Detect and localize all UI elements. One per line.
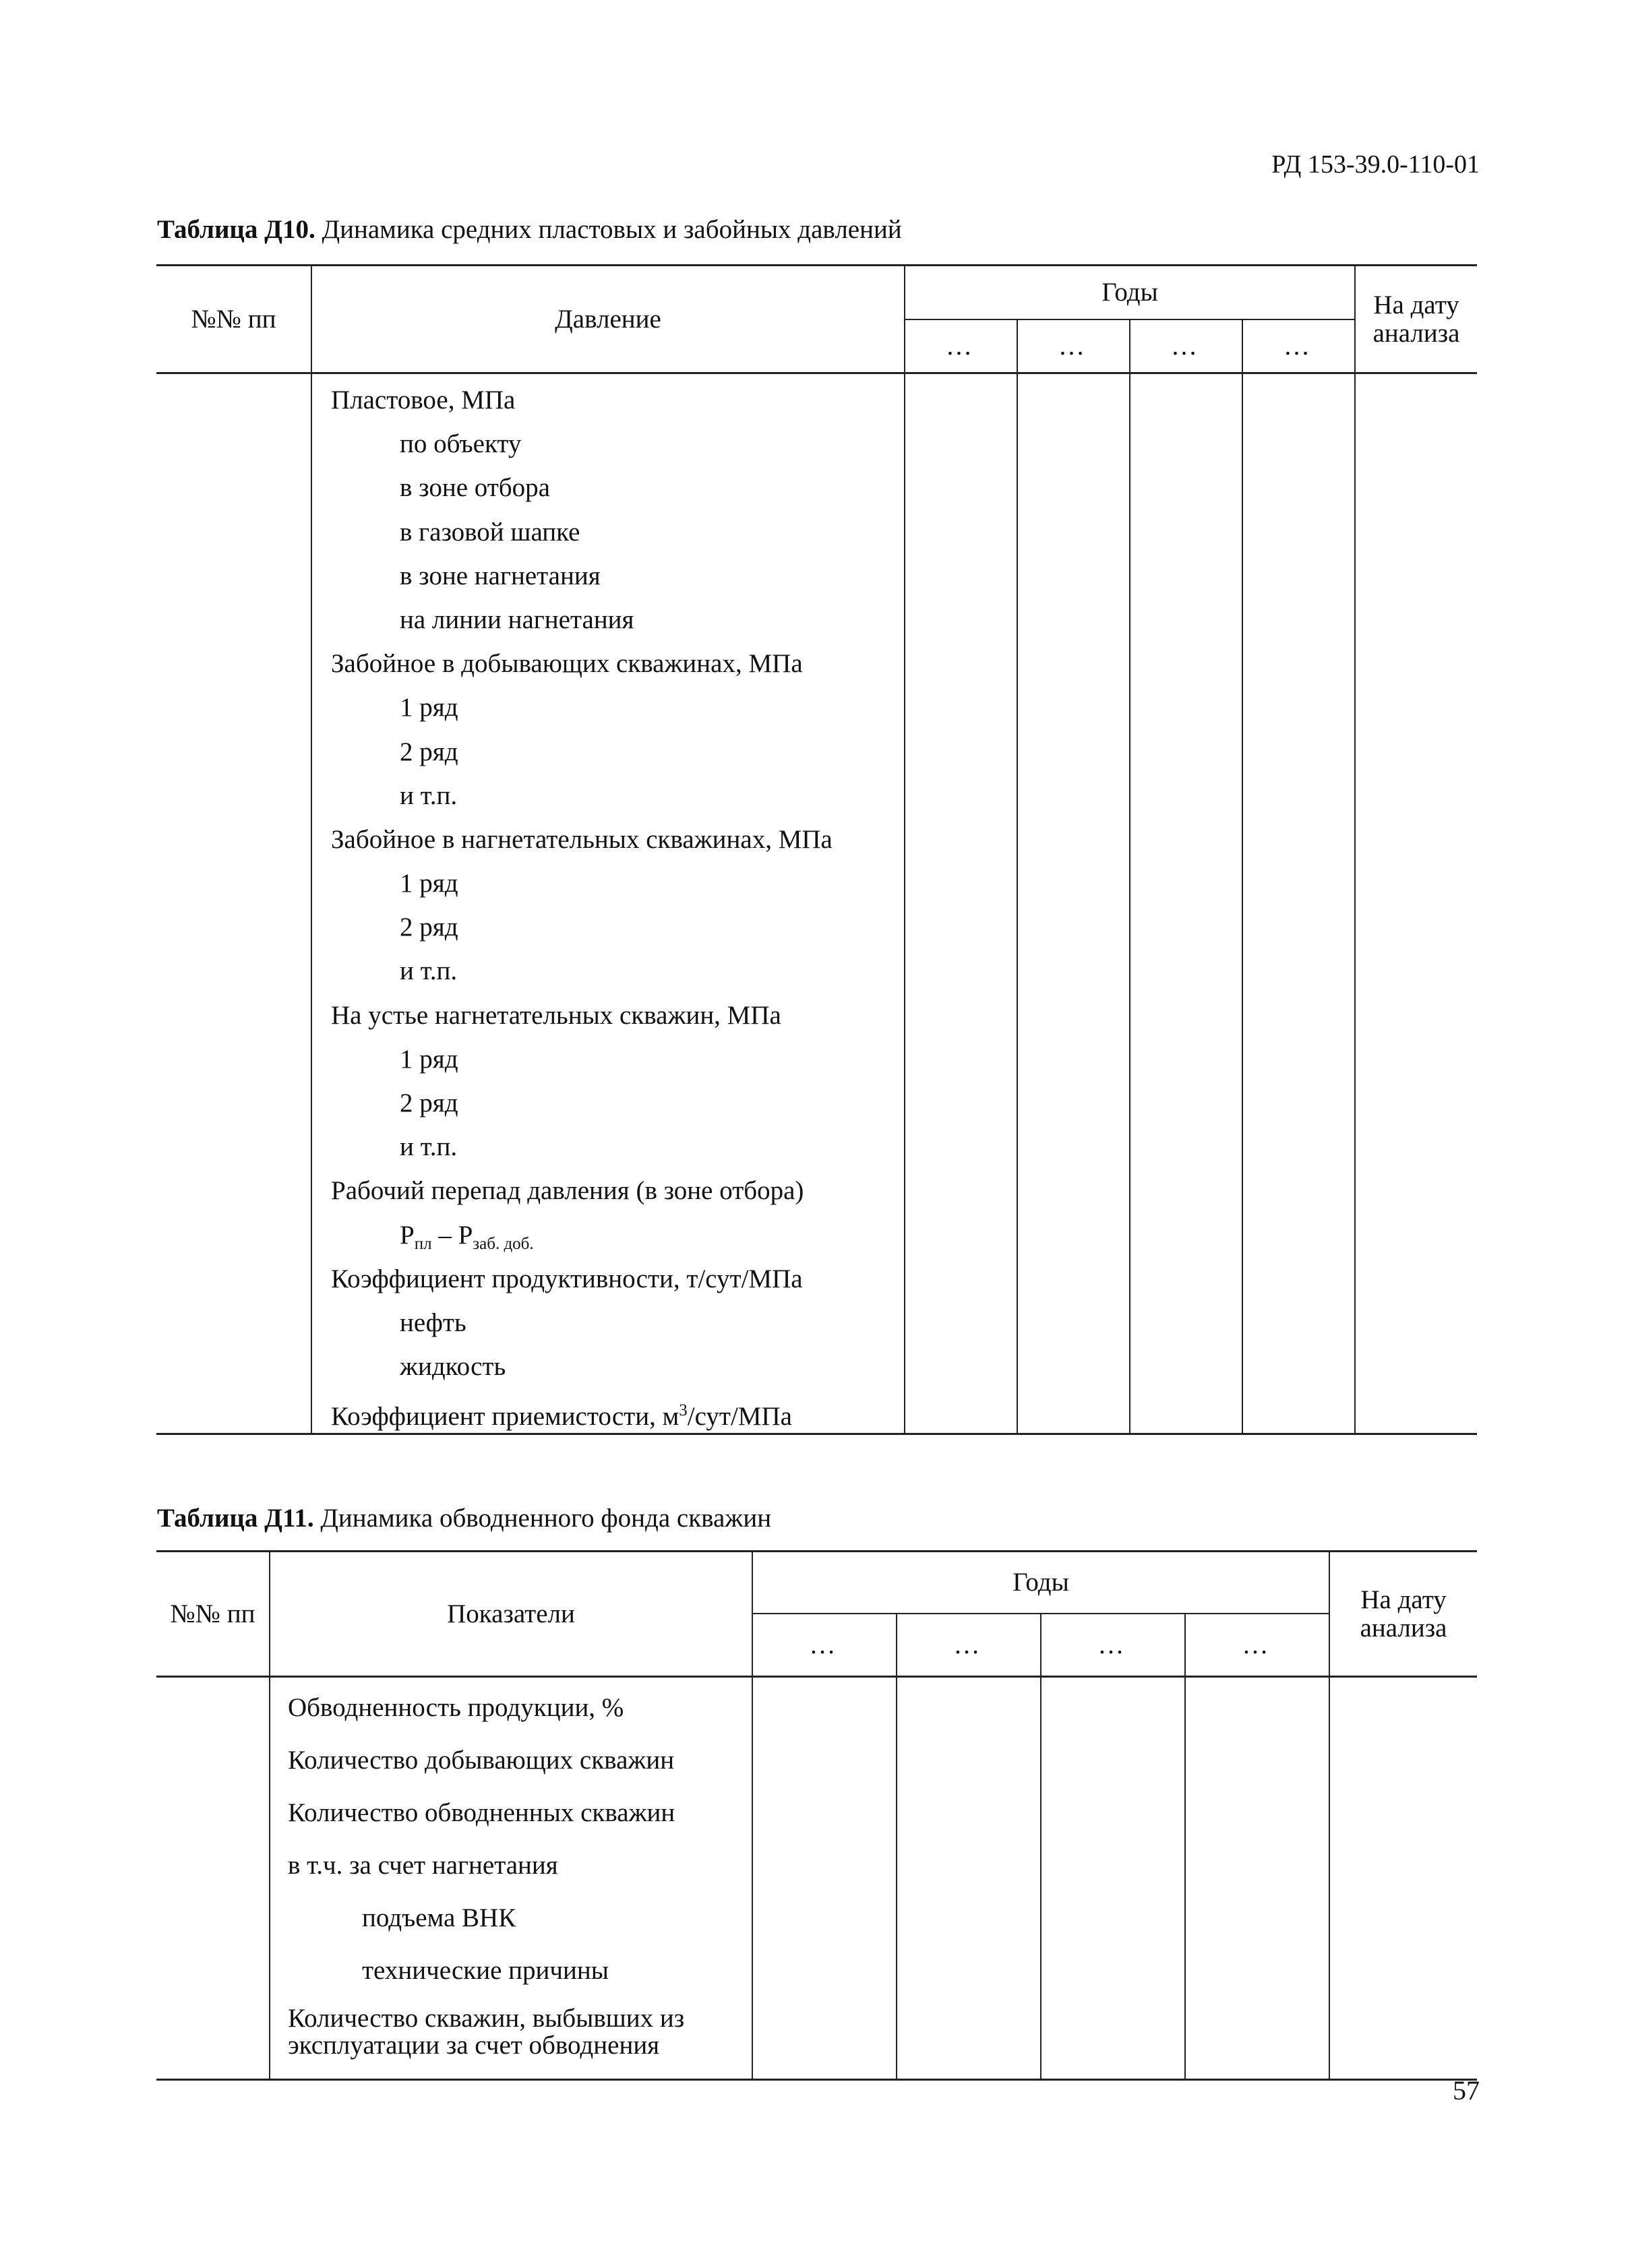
table-d11-name-cell (270, 1677, 752, 2080)
table-d11-year-4-cell (1185, 1677, 1329, 2080)
table-d11-row: технические причины (362, 1956, 609, 1985)
table-d11-row: Количество обводненных скважин (288, 1798, 675, 1827)
table-d11-header-num: №№ пп (156, 1552, 270, 1677)
table-d10-row: жидкость (400, 1352, 506, 1382)
table-d11-year-1: … (752, 1614, 897, 1677)
injectivity-sup: 3 (679, 1401, 688, 1420)
table-d11-year-3: … (1041, 1614, 1185, 1677)
table-d10-caption-text: Динамика средних пластовых и забойных давлений (315, 215, 902, 244)
table-d10-row: 1 ряд (400, 1044, 458, 1074)
formula-sub-zab: заб. доб. (473, 1234, 534, 1253)
table-d10-row: 1 ряд (400, 869, 458, 898)
table-d10-num-cell (156, 373, 311, 1434)
table-d10-year-2: … (1017, 319, 1130, 373)
table-d10-row: и т.п. (400, 1132, 458, 1162)
table-d11-row: Количество добывающих скважин (288, 1746, 675, 1775)
table-d11-header-years: Годы (752, 1552, 1329, 1614)
table-d10-row: Забойное в нагнетательных скважинах, МПа (331, 824, 833, 854)
table-d10-row: по объекту (400, 429, 522, 459)
table-d11-caption-label: Таблица Д11. (157, 1504, 314, 1533)
table-d10-caption-label: Таблица Д10. (157, 215, 315, 244)
document-code: РД 153-39.0-110-01 (1271, 150, 1480, 179)
table-d10-row: Забойное в добывающих скважинах, МПа (331, 649, 803, 679)
table-d10-row: 2 ряд (400, 1089, 458, 1117)
table-d10-row: 2 ряд (400, 737, 458, 766)
injectivity-unit: /сут/МПа (687, 1402, 792, 1432)
table-d11-num-cell (156, 1677, 270, 2080)
formula-minus: – (431, 1220, 458, 1250)
table-d10-year-3-cell (1130, 373, 1242, 1434)
table-d10-row: в зоне нагнетания (400, 561, 601, 590)
table-d11-year-1-cell (752, 1677, 897, 2080)
injectivity-text: Коэффициент приемистости, м (331, 1402, 679, 1432)
table-d10-row: в зоне отбора (400, 473, 550, 503)
table-d11 (156, 1550, 1477, 2081)
table-d10-injectivity-row (312, 1388, 904, 1432)
table-d10-analysis-date-cell (1355, 373, 1477, 1434)
table-d10-header-num: №№ пп (156, 266, 311, 373)
table-d10-name-cell (311, 373, 905, 1434)
table-d11-year-4: … (1185, 1614, 1329, 1677)
table-d10-row: и т.п. (400, 780, 458, 810)
table-d11-year-2-cell (897, 1677, 1041, 2080)
table-d10-year-3: … (1130, 319, 1242, 373)
table-d10-row: Рабочий перепад давления (в зоне отбора) (331, 1176, 804, 1206)
table-d10-row: нефть (400, 1308, 466, 1337)
formula-p2: P (458, 1220, 473, 1250)
table-d11-row: в т.ч. за счет нагнетания (288, 1851, 558, 1880)
table-d11-header-analysis-date: На дату анализа (1329, 1552, 1477, 1677)
formula-p: P (400, 1220, 415, 1250)
table-d11-row: подъема ВНК (362, 1903, 516, 1932)
table-d10 (156, 264, 1477, 1435)
formula-sub-pl: пл (414, 1234, 432, 1253)
table-d10-row: 1 ряд (400, 693, 458, 723)
table-d11-caption (157, 1503, 771, 1533)
table-d11-year-3-cell (1041, 1677, 1185, 2080)
table-d10-row: и т.п. (400, 956, 458, 986)
page-number: 57 (1453, 2075, 1480, 2106)
table-d10-row: в газовой шапке (400, 517, 580, 547)
table-d10-year-4: … (1242, 319, 1355, 373)
table-d11-year-2: … (897, 1614, 1041, 1677)
table-d10-row: На устье нагнетательных скважин, МПа (331, 1000, 781, 1030)
table-d10-row: Коэффициент продуктивности, т/сут/МПа (331, 1264, 803, 1293)
table-d10-header-analysis-date: На дату анализа (1355, 266, 1477, 373)
table-d10-row: 2 ряд (400, 913, 458, 942)
table-d11-row: Количество скважин, выбывших из эксплуатации за счет обводнения (288, 2004, 685, 2060)
table-d11-row: Обводненность продукции, % (288, 1693, 624, 1722)
table-d10-formula-row (312, 1213, 904, 1257)
table-d10-year-1-cell (905, 373, 1017, 1434)
table-d10-header-name: Давление (311, 266, 905, 373)
table-d11-caption-text: Динамика обводненного фонда скважин (313, 1504, 772, 1533)
table-d10-header-years: Годы (905, 266, 1355, 319)
table-d10-caption (157, 214, 902, 245)
table-d11-header-name: Показатели (270, 1552, 752, 1677)
table-d10-row: на линии нагнетания (400, 605, 634, 634)
table-d11-analysis-date-cell (1329, 1677, 1477, 2080)
table-d10-year-4-cell (1242, 373, 1355, 1434)
table-d10-year-1: … (905, 319, 1017, 373)
table-d10-row: Пластовое, МПа (331, 386, 516, 415)
table-d10-year-2-cell (1017, 373, 1130, 1434)
